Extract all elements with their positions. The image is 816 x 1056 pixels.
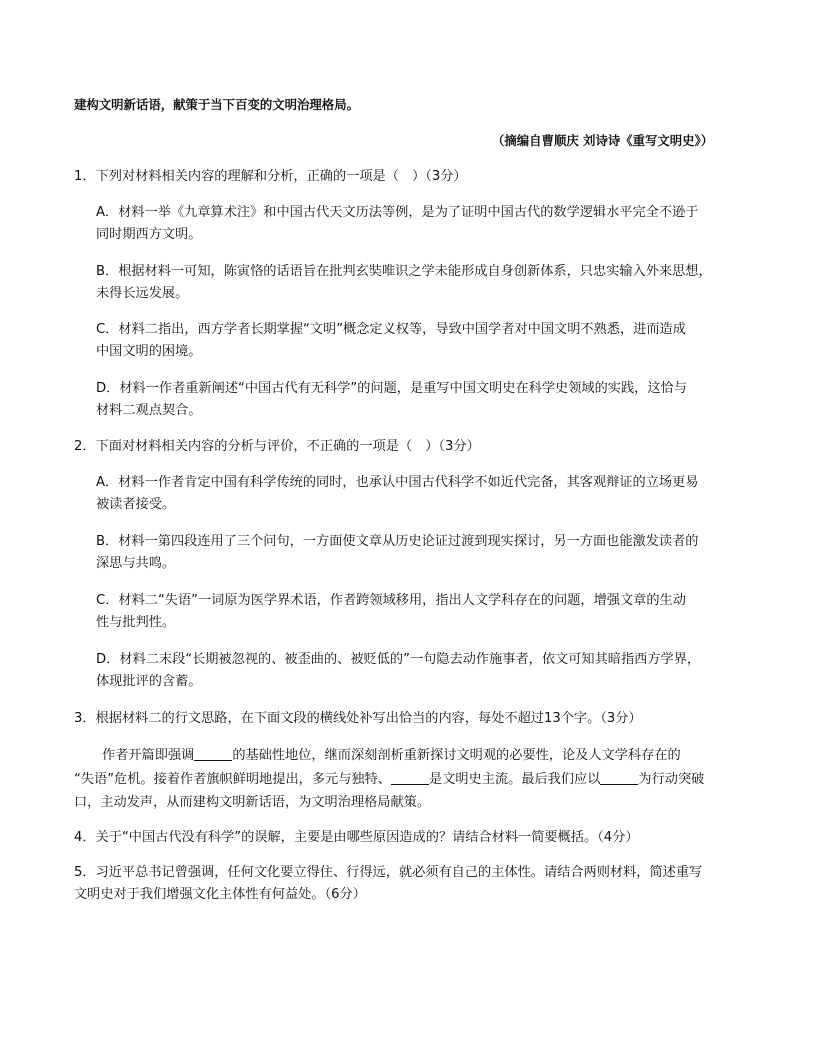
passage-source: （摘编自曹顺庆 刘诗诗《重写文明史》） bbox=[492, 133, 714, 148]
question-3-fill-line-2 bbox=[74, 770, 704, 789]
answer-blank-3[interactable] bbox=[600, 770, 638, 785]
question-1-option-d-cont: 材料二观点契合。 bbox=[96, 403, 202, 418]
question-5-stem-cont: 文明史对于我们增强文化主体性有何益处。（6分） bbox=[74, 887, 366, 902]
question-2-option-b-cont: 深思与共鸣。 bbox=[96, 556, 176, 571]
question-2-option-c: C．材料二“失语”一词原为医学界术语，作者跨领域移用，指出人文学科存在的问题，增强文章的生动 bbox=[96, 593, 686, 608]
question-5-stem: 5．习近平总书记曾强调，任何文化要立得住、行得远，就必须有自己的主体性。请结合两则材料，简述重写 bbox=[74, 865, 703, 880]
question-1-option-a: A．材料一举《九章算术注》和中国古代天文历法等例，是为了证明中国古代的数学逻辑水平完全不逊于 bbox=[96, 205, 699, 220]
question-1-option-c-cont: 中国文明的困境。 bbox=[96, 344, 202, 359]
passage-closing-line: 建构文明新话语，献策于当下百变的文明治理格局。 bbox=[74, 97, 359, 112]
question-2-option-a-cont: 被读者接受。 bbox=[96, 497, 176, 512]
question-1-option-b: B．根据材料一可知，陈寅恪的话语旨在批判玄奘唯识之学未能形成自身创新体系，只忠实输入外来思想， bbox=[96, 264, 712, 279]
question-3-stem: 3．根据材料二的行文思路，在下面文段的横线处补写出恰当的内容，每处不超过13个字。（3分） bbox=[74, 711, 642, 726]
question-2-option-a: A．材料一作者肯定中国有科学传统的同时，也承认中国古代科学不如近代完备，其客观辩证的立场更易 bbox=[96, 475, 699, 490]
question-2-option-d-cont: 体现批评的含蓄。 bbox=[96, 674, 202, 689]
question-2-option-c-cont: 性与批判性。 bbox=[96, 615, 176, 630]
fill-text: “失语”危机。接着作者旗帜鲜明地提出，多元与独特、 bbox=[74, 772, 391, 787]
fill-text: 为行动突破 bbox=[638, 772, 705, 787]
question-1-option-d: D．材料一作者重新阐述“中国古代有无科学”的问题，是重写中国文明史在科学史领域的实践，这恰与 bbox=[96, 381, 687, 396]
answer-blank-1[interactable] bbox=[194, 746, 232, 761]
question-2-option-d: D．材料二末段“长期被忽视的、被歪曲的、被贬低的”一句隐去动作施事者，依文可知其暗指西方学界， bbox=[96, 652, 701, 667]
question-1-option-b-cont: 未得长远发展。 bbox=[96, 286, 189, 301]
fill-text: 作者开篇即强调 bbox=[102, 748, 195, 763]
question-1-option-a-cont: 同时期西方文明。 bbox=[96, 227, 202, 242]
question-2-stem: 2．下面对材料相关内容的分析与评价，不正确的一项是（ ）（3分） bbox=[74, 439, 480, 454]
question-3-fill-line-3: 口，主动发声，从而建构文明新话语，为文明治理格局献策。 bbox=[74, 795, 431, 810]
question-2-option-b: B．材料一第四段连用了三个问句，一方面使文章从历史论证过渡到现实探讨，另一方面也能激发读者的 bbox=[96, 534, 699, 549]
fill-text: 是文明史主流。最后我们应以 bbox=[428, 772, 601, 787]
question-1-stem: 1．下列对材料相关内容的理解和分析，正确的一项是（ ）（3分） bbox=[74, 169, 467, 184]
question-3-fill-line-1 bbox=[102, 746, 681, 765]
question-4-stem: 4．关于“中国古代没有科学”的误解，主要是由哪些原因造成的？请结合材料一简要概括。（4分） bbox=[74, 830, 639, 845]
answer-blank-2[interactable] bbox=[391, 770, 429, 785]
fill-text: 的基础性地位，继而深刻剖析重新探讨文明观的必要性，论及人文学科存在的 bbox=[232, 748, 681, 763]
question-1-option-c: C．材料二指出，西方学者长期掌握“文明”概念定义权等，导致中国学者对中国文明不熟悉，进而造成 bbox=[96, 322, 686, 337]
